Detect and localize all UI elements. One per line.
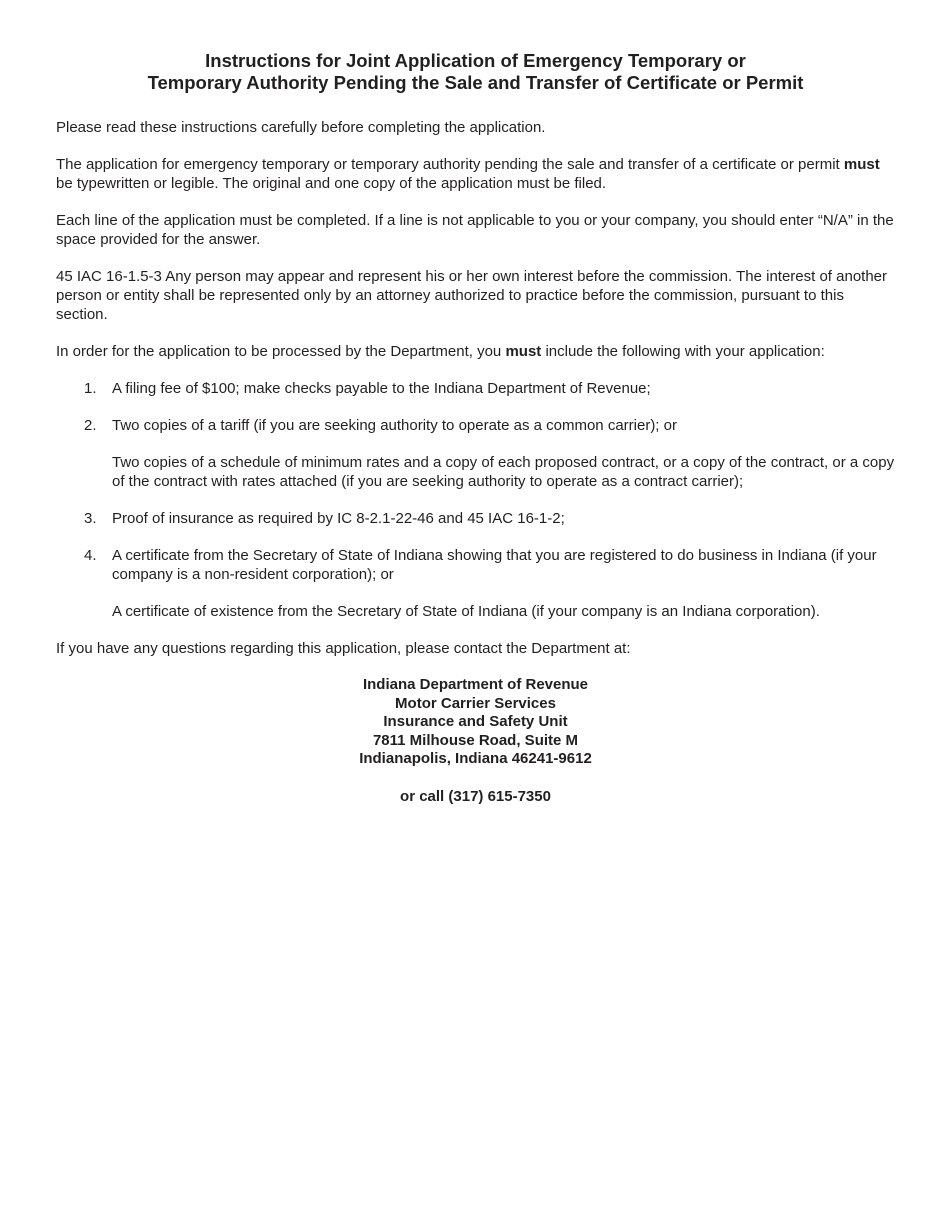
application-paragraph: The application for emergency temporary or temporary authority pending the sale and transfer of a certificate or permit must be typewritten or legible. The original and one copy of the application must be filed.	[56, 156, 880, 192]
list-item-text: Two copies of a tariff (if you are seeking authority to operate as a common carrier); or	[112, 417, 677, 434]
contact-intro: If you have any questions regarding this application, please contact the Department at:	[56, 640, 631, 657]
iac-paragraph: 45 IAC 16-1.5-3 Any person may appear and represent his or her own interest before the commission. The interest of another person or entity shall be represented only by an attorney authorized to practice before the commission, pursuant to this section.	[56, 268, 888, 323]
list-item-text: Proof of insurance as required by IC 8-2.1-22-46 and 45 IAC 16-1-2;	[112, 510, 565, 527]
list-item-alternative: Two copies of a schedule of minimum rates and a copy of each proposed contract, or a copy of the contract, or a copy of the contract with rates attached (if you are seeking authority to operate as a contract carrier);	[112, 454, 895, 490]
each-line-paragraph: Each line of the application must be completed. If a line is not applicable to you or your company, you should enter “N/A” in the space provided for the answer.	[56, 212, 894, 248]
order-paragraph: In order for the application to be processed by the Department, you must include the following with your application:	[56, 343, 825, 360]
mailing-address	[56, 676, 895, 769]
list-item-number: 3.	[84, 510, 97, 527]
page-title	[56, 50, 895, 94]
list-item	[56, 416, 895, 435]
list-item-text: A filing fee of $100; make checks payable to the Indiana Department of Revenue;	[112, 380, 651, 397]
list-item	[56, 509, 895, 528]
title-line-1: Instructions for Joint Application of Emergency Temporary or	[205, 50, 746, 71]
list-item-alternative: A certificate of existence from the Secretary of State of Indiana (if your company is an Indiana corporation).	[112, 603, 820, 620]
list-item	[56, 546, 895, 584]
emphasis-must: must	[843, 156, 880, 173]
emphasis-must: must	[505, 343, 542, 360]
intro-paragraph: Please read these instructions carefully before completing the application.	[56, 119, 546, 136]
address-line-3: Insurance and Safety Unit	[383, 713, 568, 731]
address-line-4: 7811 Milhouse Road, Suite M	[372, 731, 579, 749]
address-line-1: Indiana Department of Revenue	[362, 676, 589, 693]
list-item-number: 2.	[84, 417, 97, 434]
title-line-2: Temporary Authority Pending the Sale and Transfer of Certificate or Permit	[147, 72, 804, 93]
list-item-number: 1.	[84, 380, 97, 397]
phone-number: or call (317) 615-7350	[400, 787, 551, 805]
address-line-5: Indianapolis, Indiana 46241-9612	[359, 750, 592, 768]
list-item-text: A certificate from the Secretary of State of Indiana showing that you are registered to do business in Indiana (if your company is a non-resident corporation); or	[112, 547, 877, 583]
list-item-number: 4.	[84, 547, 97, 564]
address-line-2: Motor Carrier Services	[395, 694, 556, 712]
list-item	[56, 379, 895, 398]
requirements-list	[56, 379, 895, 621]
